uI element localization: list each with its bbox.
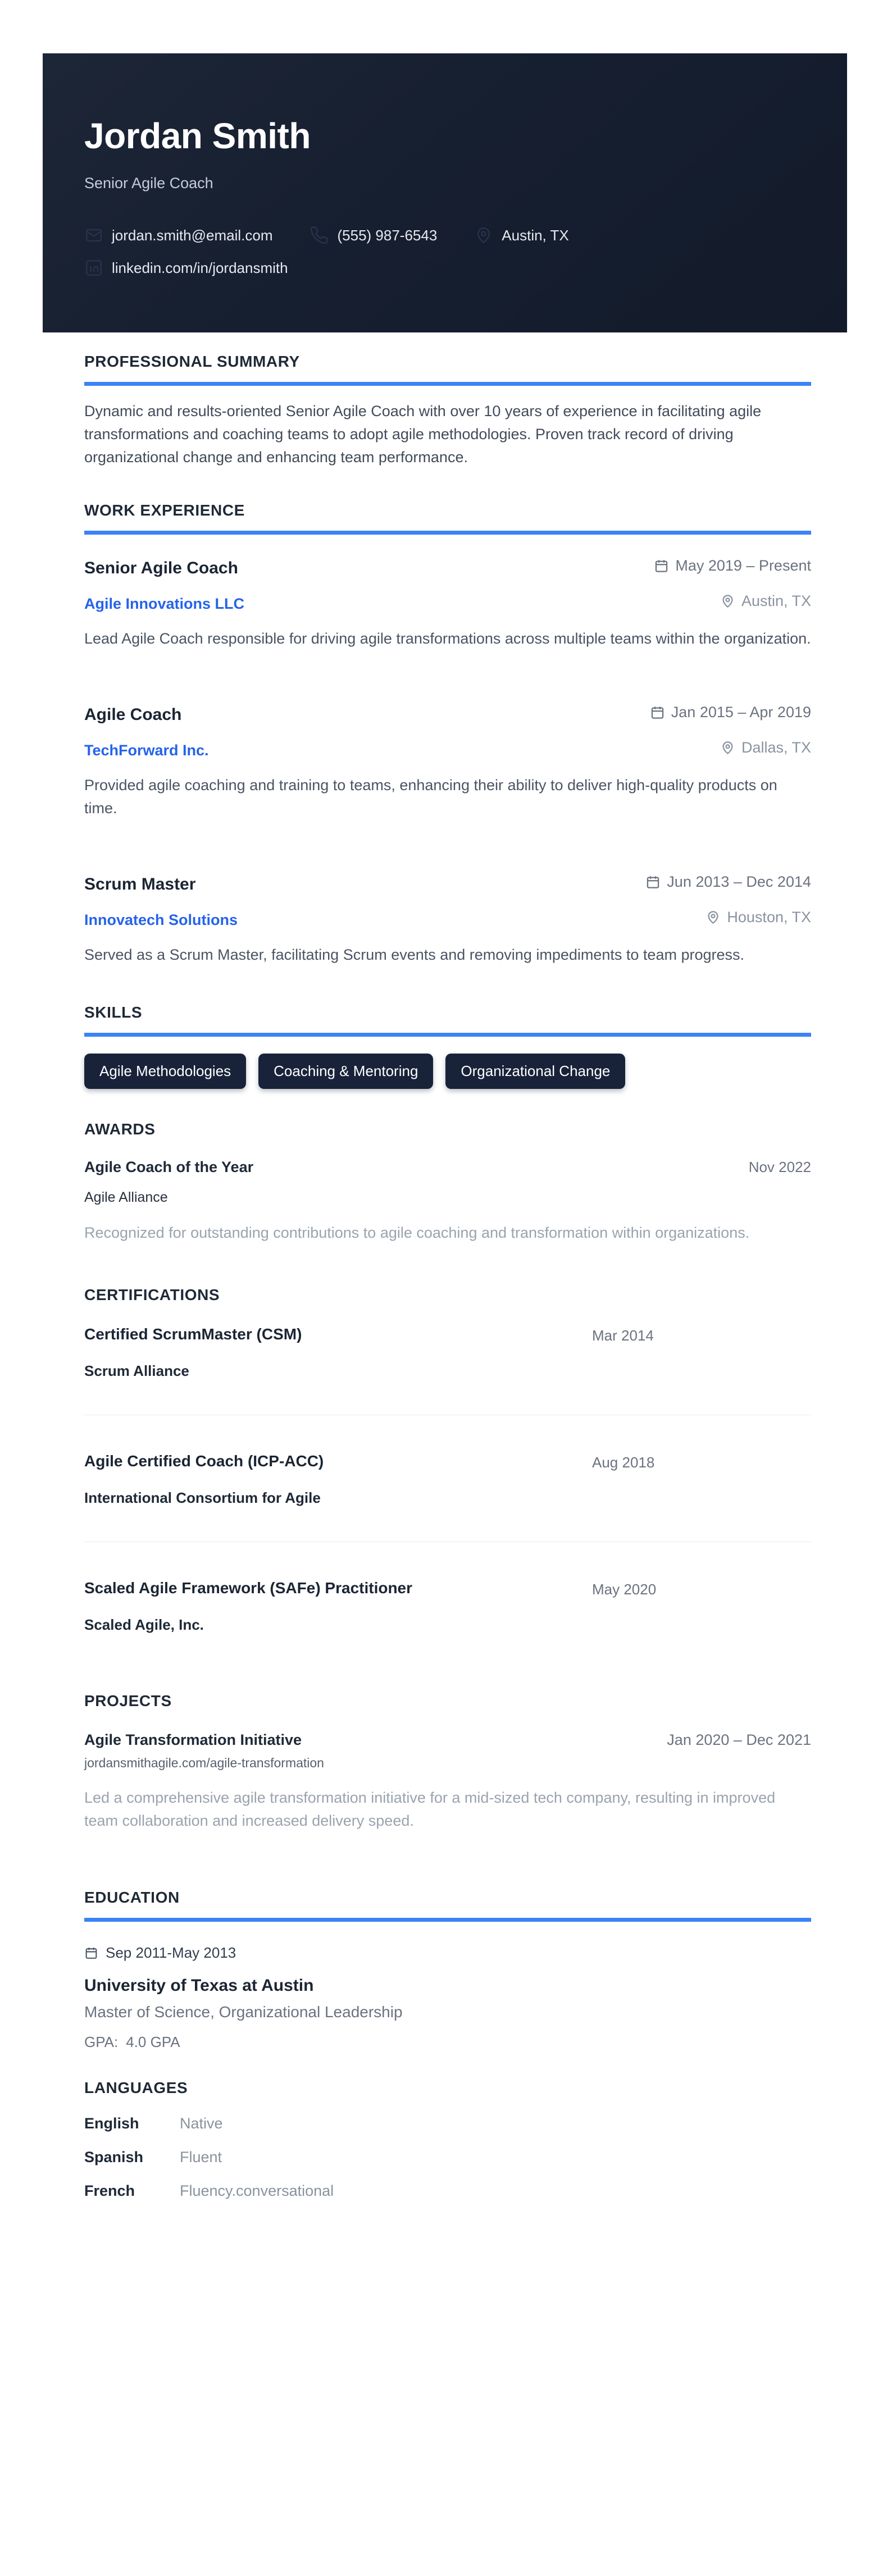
job-date-text: Jan 2015 – Apr 2019 xyxy=(671,704,811,721)
project-description: Led a comprehensive agile transformation initiative for a mid-sized tech company, resulting in improved team collaboration and increased delivery speed. xyxy=(84,1789,776,1830)
contact-location-text: Austin, TX xyxy=(502,226,569,244)
linkedin-icon xyxy=(84,258,103,277)
section-projects xyxy=(84,1692,811,1832)
job-description: Provided agile coaching and training to teams, enhancing their ability to deliver high-quality products on time. xyxy=(84,777,777,817)
job-location-text: Dallas, TX xyxy=(741,739,811,756)
language-name: Spanish xyxy=(84,2149,144,2166)
summary-text: Dynamic and results-oriented Senior Agile Coach with over 10 years of experience in facilitating agile transformations and coaching teams to adopt agile methodologies. Proven track record of driving organizational change and enhancing team performance. xyxy=(84,403,762,466)
contact-row-primary xyxy=(84,226,805,245)
calendar-icon xyxy=(84,1946,98,1960)
calendar-icon xyxy=(645,874,661,890)
awards-heading: AWARDS xyxy=(84,1120,156,1138)
job-title: Senior Agile Coach xyxy=(84,559,238,578)
language-row xyxy=(84,2182,811,2200)
job-company-link[interactable]: Innovatech Solutions xyxy=(84,911,238,929)
job-location xyxy=(650,739,811,756)
section-work-experience xyxy=(84,501,811,966)
contact-phone-text: (555) 987-6543 xyxy=(337,226,438,244)
person-job-title: Senior Agile Coach xyxy=(84,175,213,192)
calendar-icon xyxy=(650,705,665,720)
mail-icon xyxy=(84,226,103,245)
location-pin-icon xyxy=(720,594,735,609)
job-description: Lead Agile Coach responsible for driving agile transformations across multiple teams within the organization. xyxy=(84,630,811,648)
section-education xyxy=(84,1889,811,2051)
job-title: Agile Coach xyxy=(84,705,182,724)
skill-chips xyxy=(84,1054,811,1089)
education-dates-text: Sep 2011-May 2013 xyxy=(106,1944,236,1962)
certification-name: Agile Certified Coach (ICP-ACC) xyxy=(84,1452,324,1470)
skill-chip: Coaching & Mentoring xyxy=(258,1054,433,1089)
skills-heading: SKILLS xyxy=(84,1004,143,1022)
job-location-text: Houston, TX xyxy=(727,909,811,926)
gpa-label: GPA: xyxy=(84,2034,119,2051)
certification-issuer: Scrum Alliance xyxy=(84,1362,189,1380)
work-heading: WORK EXPERIENCE xyxy=(84,501,245,519)
education-heading: EDUCATION xyxy=(84,1889,180,1907)
location-pin-icon xyxy=(706,910,721,925)
education-dates xyxy=(84,1944,811,1962)
award-date: Nov 2022 xyxy=(748,1159,811,1176)
section-accent-rule xyxy=(84,531,811,535)
job-title: Scrum Master xyxy=(84,875,196,894)
phone-icon xyxy=(310,226,329,245)
project-date: Jan 2020 – Dec 2021 xyxy=(667,1731,811,1749)
certifications-heading: CERTIFICATIONS xyxy=(84,1286,220,1304)
gpa-value: 4.0 GPA xyxy=(126,2034,180,2051)
certification-entry xyxy=(84,1325,811,1415)
contact-email[interactable] xyxy=(84,226,272,245)
project-url-link[interactable]: jordansmithagile.com/agile-transformation xyxy=(84,1756,324,1771)
section-certifications xyxy=(84,1286,811,1634)
certification-date: Mar 2014 xyxy=(592,1327,654,1344)
job-entry xyxy=(84,873,811,966)
award-issuer: Agile Alliance xyxy=(84,1189,168,1206)
certification-date: Aug 2018 xyxy=(592,1454,655,1471)
location-pin-icon xyxy=(720,740,735,755)
job-date-text: Jun 2013 – Dec 2014 xyxy=(667,873,811,891)
job-entry xyxy=(84,557,811,650)
language-name: French xyxy=(84,2182,135,2200)
certification-date: May 2020 xyxy=(592,1581,657,1598)
job-date xyxy=(650,704,811,721)
projects-heading: PROJECTS xyxy=(84,1692,172,1710)
skill-chip: Organizational Change xyxy=(445,1054,625,1089)
job-company-link[interactable]: Agile Innovations LLC xyxy=(84,595,245,613)
summary-heading: PROFESSIONAL SUMMARY xyxy=(84,353,300,371)
project-entry xyxy=(84,1731,811,1832)
project-name: Agile Transformation Initiative xyxy=(84,1731,302,1749)
contact-block xyxy=(84,226,805,277)
certification-entry xyxy=(84,1579,811,1634)
resume-body xyxy=(84,353,811,2200)
award-entry xyxy=(84,1159,811,1244)
section-accent-rule xyxy=(84,382,811,386)
job-location xyxy=(645,909,811,926)
calendar-icon xyxy=(654,558,669,573)
contact-row-secondary xyxy=(84,258,805,277)
section-professional-summary xyxy=(84,353,811,469)
contact-location xyxy=(474,226,568,245)
award-title: Agile Coach of the Year xyxy=(84,1159,254,1176)
education-school: University of Texas at Austin xyxy=(84,1976,314,1995)
language-level: Fluent xyxy=(180,2149,222,2166)
section-languages xyxy=(84,2079,811,2200)
language-list xyxy=(84,2115,811,2200)
language-level: Native xyxy=(180,2115,223,2132)
certification-name: Certified ScrumMaster (CSM) xyxy=(84,1325,302,1343)
person-name: Jordan Smith xyxy=(84,116,311,156)
location-pin-icon xyxy=(474,226,493,245)
language-row xyxy=(84,2115,811,2132)
section-skills xyxy=(84,1004,811,1089)
education-degree: Master of Science, Organizational Leadership xyxy=(84,2003,403,2021)
section-awards xyxy=(84,1120,811,1244)
language-level: Fluency.conversational xyxy=(180,2182,334,2200)
languages-heading: LANGUAGES xyxy=(84,2079,188,2097)
certification-issuer: Scaled Agile, Inc. xyxy=(84,1616,204,1634)
section-accent-rule xyxy=(84,1033,811,1037)
job-date-text: May 2019 – Present xyxy=(675,557,811,575)
certification-issuer: International Consortium for Agile xyxy=(84,1489,321,1507)
contact-email-text: jordan.smith@email.com xyxy=(112,226,273,244)
job-date xyxy=(645,873,811,891)
certification-entry xyxy=(84,1452,811,1542)
resume-page xyxy=(0,53,892,2576)
contact-phone[interactable] xyxy=(310,226,437,245)
certification-name: Scaled Agile Framework (SAFe) Practitioner xyxy=(84,1579,413,1597)
language-name: English xyxy=(84,2115,139,2132)
skill-chip: Agile Methodologies xyxy=(84,1054,246,1089)
language-row xyxy=(84,2149,811,2166)
job-location-text: Austin, TX xyxy=(741,592,811,610)
award-description: Recognized for outstanding contributions to agile coaching and transformation within organizations. xyxy=(84,1224,750,1242)
job-location xyxy=(654,592,811,610)
section-accent-rule xyxy=(84,1918,811,1922)
education-gpa xyxy=(84,2034,811,2051)
job-description: Served as a Scrum Master, facilitating Scrum events and removing impediments to team progress. xyxy=(84,946,745,964)
contact-linkedin[interactable] xyxy=(84,258,288,277)
job-date xyxy=(654,557,811,575)
resume-header xyxy=(43,53,847,332)
contact-linkedin-text: linkedin.com/in/jordansmith xyxy=(112,259,288,276)
job-company-link[interactable]: TechForward Inc. xyxy=(84,742,209,759)
job-entry xyxy=(84,704,811,820)
